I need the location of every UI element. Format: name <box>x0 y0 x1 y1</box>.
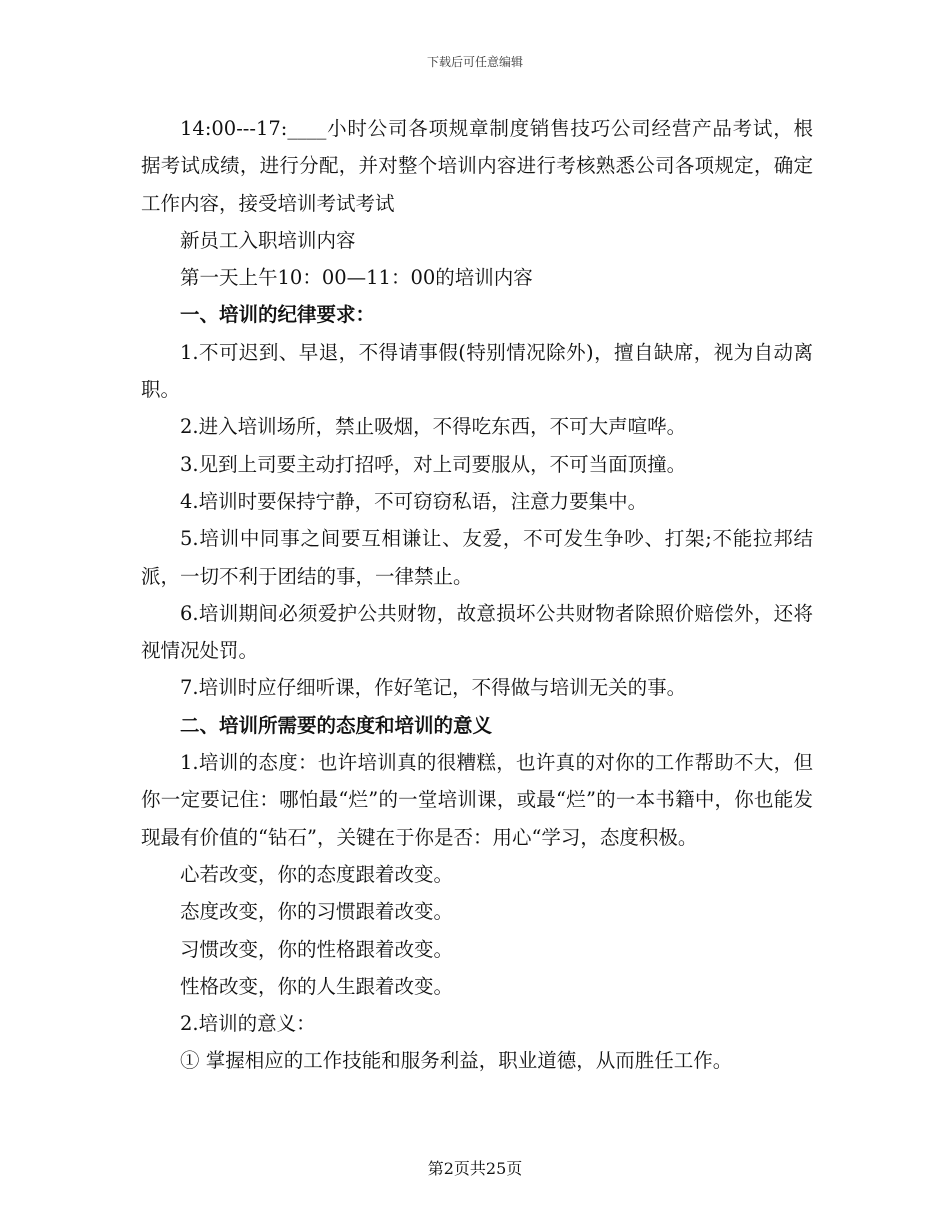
document-body <box>141 110 813 1080</box>
paragraph: 习惯改变，你的性格跟着改变。 <box>180 937 454 961</box>
paragraph: 6.培训期间必须爱护公共财物，故意损坏公共财物者除照价赔偿外，还将视情况处罚。 <box>141 601 813 663</box>
paragraph: 2.进入培训场所，禁止吸烟，不得吃东西，不可大声喧哗。 <box>180 415 687 439</box>
paragraph: 1.不可迟到、早退，不得请事假(特别情况除外)，擅自缺席，视为自动离职。 <box>141 340 813 402</box>
paragraph: ① 掌握相应的工作技能和服务利益，职业道德，从而胜任工作。 <box>180 1049 733 1073</box>
paragraph: 性格改变，你的人生跟着改变。 <box>180 974 454 998</box>
paragraph: 3.见到上司要主动打招呼，对上司要服从，不可当面顶撞。 <box>180 452 687 476</box>
paragraph: 态度改变，你的习惯跟着改变。 <box>180 900 454 924</box>
page-header: 下载后可任意编辑 <box>426 55 523 69</box>
paragraph: 新员工入职培训内容 <box>180 228 356 252</box>
section-heading: 一、培训的纪律要求： <box>180 303 376 327</box>
paragraph: 5.培训中同事之间要互相谦让、友爱，不可发生争吵、打架;不能拉邦结派，一切不利于团结的事，一律禁止。 <box>141 527 813 588</box>
paragraph: 第一天上午10：00—11：00的培训内容 <box>180 266 533 290</box>
paragraph: 心若改变，你的态度跟着改变。 <box>180 862 454 886</box>
page-footer: 第2页共25页 <box>427 1159 523 1178</box>
section-heading: 二、培训所需要的态度和培训的意义 <box>180 713 493 737</box>
paragraph: 1.培训的态度：也许培训真的很糟糕，也许真的对你的工作帮助不大，但你一定要记住：哪怕最“烂”的一堂培训课，或最“烂”的一本书籍中，你也能发现最有价值的“钻石”，关键在于你是否：用心“学习，态度积极。 <box>141 751 813 849</box>
paragraph: 7.培训时应仔细听课，作好笔记，不得做与培训无关的事。 <box>180 676 687 700</box>
paragraph: 14:00---17:____小时公司各项规章制度销售技巧公司经营产品考试，根据考试成绩，进行分配，并对整个培训内容进行考核熟悉公司各项规定，确定工作内容，接受培训考试考试 <box>141 117 813 215</box>
paragraph: 2.培训的意义： <box>180 1012 316 1036</box>
paragraph: 4.培训时要保持宁静，不可窃窃私语，注意力要集中。 <box>180 489 648 513</box>
